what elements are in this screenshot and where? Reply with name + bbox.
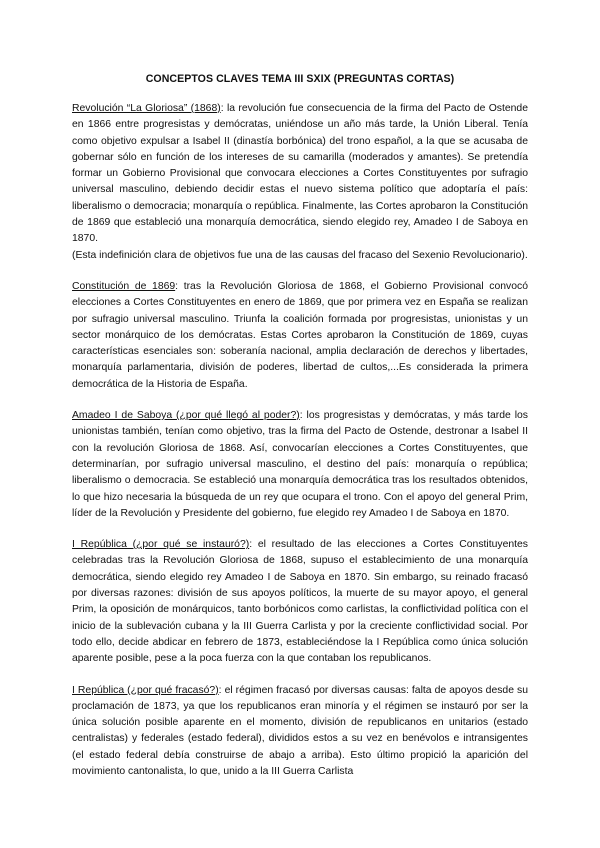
section-term: Revolución “La Gloriosa” (1868) bbox=[72, 103, 221, 114]
section-term: Amadeo I de Saboya (¿por qué llegó al poder?) bbox=[72, 410, 300, 422]
section-text: : los progresistas y demócratas, y más tarde los unionistas también, tenían como objetivo, tras la firma del Pacto de Ostende, destronar a Isabel II con la revolución Gloriosa de 1868. Así, convocarían elecciones a Cortes Constituyentes, que determinarían, por sufragio universal masculino, el destino del país: monarquía o república; liberalismo o democracia. Se estableció una monarquía democrática tras los resultados obtenidos, lo que hizo necesaria la búsqueda de un rey que ocupara el trono. Con el apoyo del general Prim, líder de la Revolución y Presidente del gobierno, fue elegido rey Amadeo I de Saboya en 1870. bbox=[72, 410, 528, 519]
section-revolucion-gloriosa bbox=[72, 101, 528, 264]
section-republica-fracaso bbox=[72, 683, 528, 781]
section-note: (Esta indefinición clara de objetivos fue una de las causas del fracaso del Sexenio Revolucionario). bbox=[72, 249, 528, 261]
section-term: I República (¿por qué fracasó?) bbox=[72, 684, 219, 696]
page-title: CONCEPTOS CLAVES TEMA III SXIX (PREGUNTAS CORTAS) bbox=[145, 73, 455, 85]
section-term: I República (¿por qué se instauró?) bbox=[72, 539, 250, 551]
section-text: : tras la Revolución Gloriosa de 1868, el Gobierno Provisional convocó elecciones a Cortes Constituyentes en enero de 1869, que por primera vez en España se realizan por sufragio universal masculino. Triunfa la coalición formada por progresistas, unionistas y un sector monárquico de los demócratas. Estas Cortes aprobaron la Constitución de 1869, cuyas características esenciales son: soberanía nacional, amplia declaración de derechos y libertades, monarquía parlamentaria, división de poderes, libertad de cultos,...Es considerada la primera democrática de la Historia de España. bbox=[72, 280, 528, 390]
section-republica-instauro bbox=[72, 537, 528, 667]
section-constitucion-1869 bbox=[72, 279, 528, 393]
section-term: Constitución de 1869 bbox=[72, 280, 176, 292]
section-text: : la revolución fue consecuencia de la firma del Pacto de Ostende en 1866 entre progresistas y demócratas, uniéndose un año más tarde, la Unión Liberal. Tenía como objetivo expulsar a Isabel II (dinastía borbónica) del trono español, a la que se acusaba de gobernar sólo en función de los intereses de su camarilla (moderados y amantes). Se pretendía formar un Gobierno Provisional que convocara elecciones a Cortes Constituyentes por sufragio universal masculino, debiendo decidir estas el nuevo sistema político que adoptaría el país: liberalismo o democracia; monarquía o república. Finalmente, las Cortes aprobaron la Constitución de 1869 que estableció una monarquía democrática, siendo elegido rey, Amadeo I de Saboya en 1870. bbox=[72, 103, 528, 245]
section-amadeo-saboya bbox=[72, 408, 528, 522]
section-text: : el resultado de las elecciones a Cortes Constituyentes celebradas tras la Revolución Gloriosa de 1868, supuso el establecimiento de una monarquía democrática, siendo elegido rey Amadeo I de Saboya en 1870. Sin embargo, su reinado fracasó por diversas razones: división de sus apoyos políticos, la muerte de su mayor apoyo, el general Prim, la oposición de monárquicos, tanto borbónicos como carlistas, la conflictividad política con el inicio de la sublevación cubana y la III Guerra Carlista y por la creciente conflictividad social. Por todo ello, decide abdicar en febrero de 1873, estableciéndose la I República como única solución aparente posible, pese a la poca fuerza con la que contaban los republicanos. bbox=[72, 539, 528, 665]
section-text: : el régimen fracasó por diversas causas: falta de apoyos desde su proclamación de 1873, ya que los republicanos eran minoría y el régimen se instauró por ser la única solución posible aparente en el momento, división de republicanos en unitarios (estado centralistas) y federales (estado federal), divididos estos a su vez en benévolos e intransigentes (el estado federal debía construirse de abajo a arriba). Esto último propició la aparición del movimiento cantonalista, lo que, unido a la III Guerra Carlista bbox=[72, 684, 528, 777]
